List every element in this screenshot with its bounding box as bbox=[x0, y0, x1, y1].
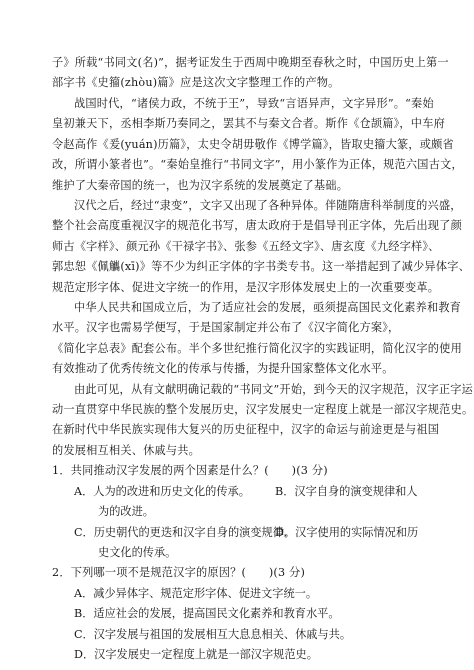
passage-line: 水平。汉字也需易学便写，于是国家制定并公布了《汉字简化方案》， bbox=[52, 321, 400, 335]
passage-line: 郭忠恕《佩觿(xī)》等不少为纠正字体的字书类专书。这一举措起到了减少异体字、 bbox=[52, 260, 470, 274]
q1-option-d[interactable]: D．汉字使用的实际情况和历 bbox=[275, 525, 419, 539]
passage-line: 子》所载“书同文(名)”，据考证发生于西周中晚期至春秋之时，中国历史上第一 bbox=[52, 56, 449, 69]
passage-line: 在新时代中华民族实现伟大复兴的历史征程中，汉字的命运与前途更是与祖国 bbox=[52, 423, 440, 437]
passage-line: 动一直贯穿中华民族的整个发展历史，汉字发展史一定程度上就是一部汉字规范史。 bbox=[52, 403, 474, 416]
passage-line: 的发展相互相关、休戚与共。 bbox=[52, 443, 201, 457]
passage-line: 维护了大秦帝国的统一，也为汉字系统的发展奠定了基础。 bbox=[52, 178, 349, 192]
passage-line: 部字书《史籀(zhòu)篇》应是这次文字整理工作的产物。 bbox=[52, 76, 340, 90]
q2-option-c[interactable]: C．汉字发展与祖国的发展相互大息息相关、休戚与共。 bbox=[74, 627, 352, 641]
question-2-stem: 2．下列哪一项不是规范汉字的原因？( )(3 分) bbox=[52, 566, 306, 580]
q2-option-d[interactable]: D．汉字发展史一定程度上就是一部汉字规范史。 bbox=[74, 648, 318, 661]
question-1-stem: 1．共同推动汉字发展的两个因素是什么？( )(3 分) bbox=[52, 464, 328, 478]
passage-line: 有效推动了优秀传统文化的传承与传播，为提升国家整体文化水平。 bbox=[52, 362, 394, 376]
passage-line: 令赵高作《爰(yuán)历篇》，太史令胡毋敬作《博学篇》，皆取史籀大篆，或颇省 bbox=[52, 137, 454, 151]
passage-line: 规范定形字体、促进文字统一的作用，是汉字形体发展史上的一次重要变革。 bbox=[52, 280, 440, 294]
passage-line: 皇初兼天下，丞相李斯乃奏同之，罢其不与秦文合者。斯作《仓颉篇》，中车府 bbox=[52, 117, 445, 131]
passage-line: 战国时代，“诸侯力政，不统于王”，导致“言语异声，文字异形”。“秦始 bbox=[74, 96, 434, 110]
passage-line: 《简化字总表》配套公布。半个多世纪推行简化汉字的实践证明，简化汉字的使用 bbox=[52, 341, 462, 355]
q1-option-c[interactable]: C．历史朝代的更迭和汉字自身的演变规律。 bbox=[74, 525, 296, 539]
q1-option-b[interactable]: B．汉字自身的演变规律和人 bbox=[275, 484, 418, 498]
passage-line: 改，所谓小篆者也”。“秦始皇推行“书同文字”，用小篆作为正体，规范六国古文， bbox=[52, 158, 463, 172]
q1-option-a[interactable]: A．人为的改进和历史文化的传承。 bbox=[74, 484, 250, 498]
q1-option-d-cont: 史文化的传承。 bbox=[98, 545, 177, 559]
q2-option-b[interactable]: B．适应社会的发展，提高国民文化素养和教育水平。 bbox=[74, 607, 340, 621]
passage-line: 由此可见，从有文献明确记载的“书同文”开始，到今天的汉字规范，汉字正字运 bbox=[74, 382, 474, 396]
passage-line: 汉代之后，经过“隶变”，文字又出现了各种异体。伴随隋唐科举制度的兴盛， bbox=[74, 198, 462, 212]
q2-option-a[interactable]: A．减少异体字、规范定形字体、促进文字统一。 bbox=[74, 586, 318, 600]
q1-option-b-cont: 为的改进。 bbox=[98, 505, 154, 519]
passage-line: 师古《字样》、颜元孙《干禄字书》、张参《五经文字》、唐玄度《九经字样》、 bbox=[52, 239, 440, 253]
passage-line: 整个社会高度重视汉字的规范化书写，唐太政府于是倡导刊正字体，先后出现了颜 bbox=[52, 219, 462, 233]
passage-line: 中华人民共和国成立后，为了适应社会的发展，亟须提高国民文化素养和教育 bbox=[74, 301, 462, 314]
